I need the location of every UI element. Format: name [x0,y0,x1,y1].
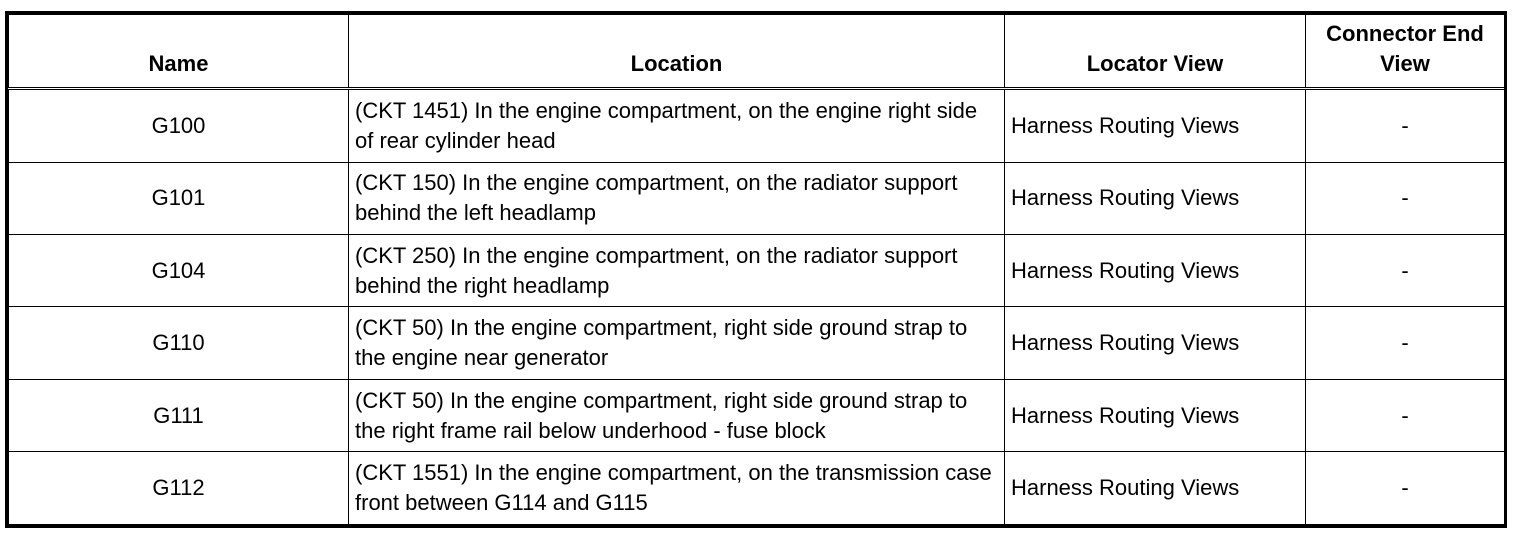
table-row [9,307,1505,379]
cell-locator-view-link[interactable]: Harness Routing Views [1005,234,1306,306]
cell-location: (CKT 250) In the engine compartment, on the radiator support behind the right headlamp [349,234,1005,306]
cell-locator-view-link[interactable]: Harness Routing Views [1005,162,1306,234]
header-location: Location [349,15,1005,89]
cell-name: G100 [9,89,349,163]
cell-connector-end-view: - [1306,379,1505,451]
cell-name: G110 [9,307,349,379]
cell-locator-view-link[interactable]: Harness Routing Views [1005,307,1306,379]
table-row [9,234,1505,306]
cell-locator-view-link[interactable]: Harness Routing Views [1005,452,1306,525]
cell-name: G112 [9,452,349,525]
header-row [9,15,1505,89]
header-locator-view: Locator View [1005,15,1306,89]
table-row [9,162,1505,234]
cell-name: G101 [9,162,349,234]
ground-locations-table [8,14,1505,525]
cell-location: (CKT 1551) In the engine compartment, on the transmission case front between G114 and G115 [349,452,1005,525]
table-row [9,379,1505,451]
header-connector-end-view: Connector End View [1306,15,1505,89]
cell-name: G111 [9,379,349,451]
cell-name: G104 [9,234,349,306]
header-name: Name [9,15,349,89]
cell-connector-end-view: - [1306,89,1505,163]
cell-location: (CKT 150) In the engine compartment, on the radiator support behind the left headlamp [349,162,1005,234]
cell-location: (CKT 50) In the engine compartment, right side ground strap to the engine near generator [349,307,1005,379]
table-row [9,452,1505,525]
cell-location: (CKT 50) In the engine compartment, right side ground strap to the right frame rail below underhood - fuse block [349,379,1005,451]
cell-locator-view-link[interactable]: Harness Routing Views [1005,379,1306,451]
cell-connector-end-view: - [1306,234,1505,306]
cell-locator-view-link[interactable]: Harness Routing Views [1005,89,1306,163]
cell-connector-end-view: - [1306,307,1505,379]
cell-connector-end-view: - [1306,452,1505,525]
cell-location: (CKT 1451) In the engine compartment, on the engine right side of rear cylinder head [349,89,1005,163]
ground-locations-table-frame [5,11,1507,528]
table-row [9,89,1505,163]
cell-connector-end-view: - [1306,162,1505,234]
